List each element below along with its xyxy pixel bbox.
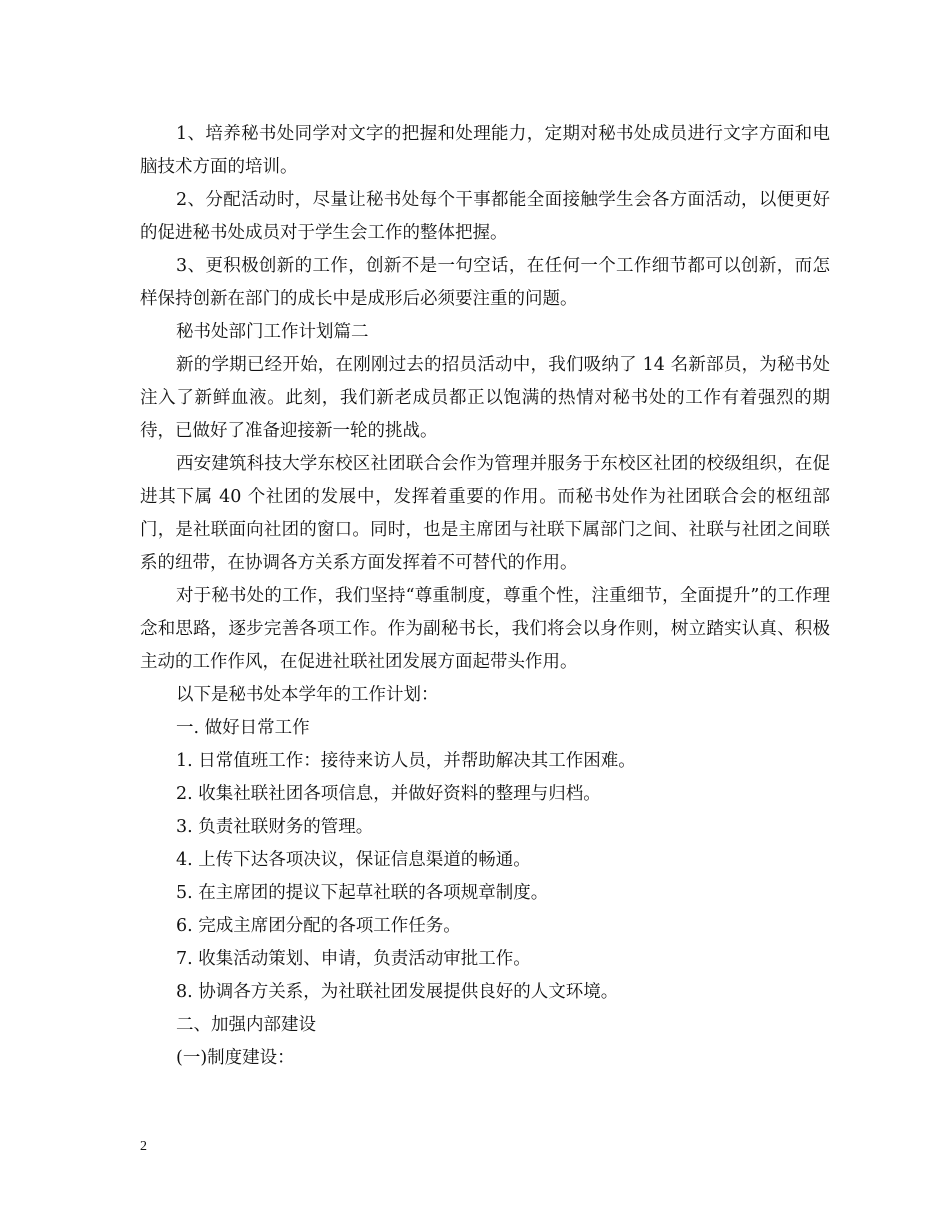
paragraph-training: 1、培养秘书处同学对文字的把握和处理能力，定期对秘书处成员进行文字方面和电脑技术方面的培训。 [140,124,830,177]
list-item: 7. 收集活动策划、申请，负责活动审批工作。 [176,949,531,969]
list-item: 3. 负责社联财务的管理。 [176,817,374,837]
page-number: 2 [140,1139,147,1154]
paragraph-activity-allocation: 2、分配活动时，尽量让秘书处每个干事都能全面接触学生会各方面活动，以便更好的促进秘书处成员对于学生会工作的整体把握。 [140,190,830,243]
paragraph-plan-intro: 以下是秘书处本学年的工作计划： [176,685,439,705]
paragraph-innovation: 3、更积极创新的工作，创新不是一句空话，在任何一个工作细节都可以创新，而怎样保持创新在部门的成长中是成形后必须要注重的问题。 [140,256,830,309]
list-item: 2. 收集社联社团各项信息，并做好资料的整理与归档。 [176,784,601,804]
list-item: 6. 完成主席团分配的各项工作任务。 [176,916,461,936]
document-body [140,118,830,1075]
list-item: 4. 上传下达各项决议，保证信息渠道的畅通。 [176,850,531,870]
paragraph-club-federation: 西安建筑科技大学东校区社团联合会作为管理并服务于东校区社团的校级组织，在促进其下属 40 个社团的发展中，发挥着重要的作用。而秘书处作为社团联合会的枢纽部门，是社联面向社团的窗口。同时，也是主席团与社联下属部门之间、社联与社团之间联系的纽带，在协调各方关系方面发挥着不可替代的作用。 [140,454,830,573]
heading-daily-work: 一. 做好日常工作 [176,718,310,738]
list-item: 5. 在主席团的提议下起草社联的各项规章制度。 [176,883,549,903]
paragraph-work-philosophy: 对于秘书处的工作，我们坚持“尊重制度，尊重个性，注重细节，全面提升”的工作理念和思路，逐步完善各项工作。作为副秘书长，我们将会以身作则，树立踏实认真、积极主动的工作作风，在促进社联社团发展方面起带头作用。 [140,586,830,672]
heading-system-building: (一)制度建设： [176,1048,295,1068]
heading-internal-building: 二、加强内部建设 [176,1015,316,1035]
paragraph-new-semester: 新的学期已经开始，在刚刚过去的招员活动中，我们吸纳了 14 名新部员，为秘书处注入了新鲜血液。此刻，我们新老成员都正以饱满的热情对秘书处的工作有着强烈的期待，已做好了准备迎接新一轮的挑战。 [140,355,830,441]
section-title-plan-two: 秘书处部门工作计划篇二 [176,322,369,342]
list-item: 8. 协调各方关系，为社联社团发展提供良好的人文环境。 [176,982,619,1002]
list-item: 1. 日常值班工作：接待来访人员，并帮助解决其工作困难。 [176,751,636,771]
